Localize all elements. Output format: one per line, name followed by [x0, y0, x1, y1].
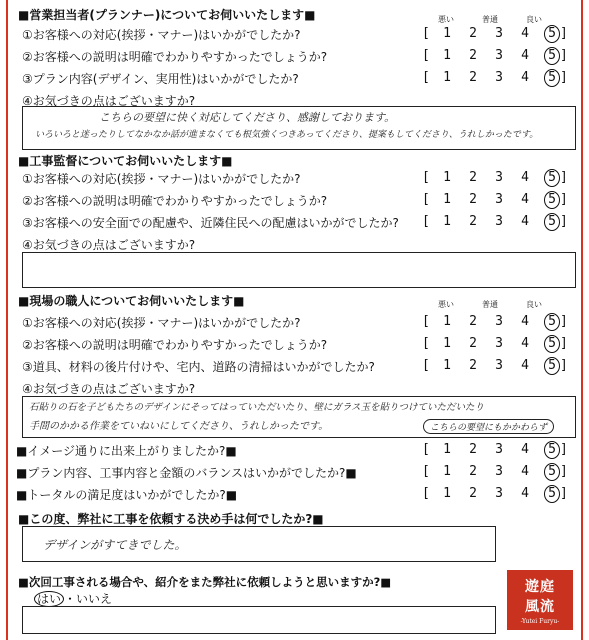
bracket-right: ] — [560, 314, 568, 329]
rating-overall-3[interactable] — [422, 486, 572, 504]
rating-option-5[interactable]: 5 — [544, 213, 560, 231]
rating-option-3[interactable]: 3 — [495, 214, 503, 229]
rating-option-1[interactable]: 1 — [443, 48, 451, 63]
question-sales-2: ②お客様への説明は明確でわかりやすかったでしょうか? — [22, 50, 328, 64]
rating-option-2[interactable]: 2 — [469, 48, 477, 63]
comments-label-supervisor: ④お気づきの点はございますか? — [22, 238, 196, 252]
rating-option-1[interactable]: 1 — [443, 70, 451, 85]
rating-option-3[interactable]: 3 — [495, 70, 503, 85]
rating-option-3[interactable]: 3 — [495, 192, 503, 207]
rating-option-4[interactable]: 4 — [521, 464, 529, 479]
question-craftsmen-1: ①お客様への対応(挨拶・マナー)はいかがでしたか? — [22, 316, 301, 330]
question-sales-3: ③プラン内容(デザイン、実用性)はいかがでしたか? — [22, 72, 299, 86]
rating-overall-2[interactable] — [422, 464, 572, 482]
rating-option-4[interactable]: 4 — [521, 26, 529, 41]
rating-option-4[interactable]: 4 — [521, 48, 529, 63]
rating-option-3[interactable]: 3 — [495, 464, 503, 479]
section-title-sales: ■営業担当者(プランナー)についてお伺いいたします■ — [18, 8, 316, 22]
bracket-right: ] — [560, 170, 568, 185]
bracket-right: ] — [560, 192, 568, 207]
rating-option-5[interactable]: 5 — [544, 313, 560, 331]
bracket-left: [ — [422, 336, 430, 351]
question-overall-3: ■トータルの満足度はいかがでしたか?■ — [16, 488, 238, 502]
rating-option-2[interactable]: 2 — [469, 358, 477, 373]
rating-option-2[interactable]: 2 — [469, 314, 477, 329]
comments-label-sales: ④お気づきの点はございますか? — [22, 94, 196, 108]
rating-option-3[interactable]: 3 — [495, 170, 503, 185]
question-supervisor-3: ③お客様への安全面での配慮や、近隣住民への配慮はいかがでしたか? — [22, 216, 399, 230]
bracket-right: ] — [560, 464, 568, 479]
rating-option-5[interactable]: 5 — [544, 69, 560, 87]
bracket-left: [ — [422, 70, 430, 85]
scale-bad: 悪い — [438, 300, 454, 309]
rating-option-5[interactable]: 5 — [544, 441, 560, 459]
scale-good: 良い — [526, 300, 542, 309]
company-seal — [507, 570, 573, 630]
rating-overall-1[interactable] — [422, 442, 572, 460]
referral-yes[interactable]: はい — [34, 591, 64, 607]
rating-option-3[interactable]: 3 — [495, 442, 503, 457]
question-overall-1: ■イメージ通りに出来上がりましたか?■ — [16, 444, 237, 458]
rating-option-5[interactable]: 5 — [544, 169, 560, 187]
rating-option-4[interactable]: 4 — [521, 314, 529, 329]
question-overall-2: ■プラン内容、工事内容と金額のバランスはいかがでしたか?■ — [16, 466, 357, 480]
question-supervisor-2: ②お客様への説明は明確でわかりやすかったでしょうか? — [22, 194, 328, 208]
bracket-right: ] — [560, 358, 568, 373]
comment-craftsmen-note: こちらの要望にもかかわらず — [423, 419, 554, 434]
rating-option-2[interactable]: 2 — [469, 26, 477, 41]
rating-option-4[interactable]: 4 — [521, 70, 529, 85]
rating-option-2[interactable]: 2 — [469, 192, 477, 207]
rating-option-1[interactable]: 1 — [443, 214, 451, 229]
rating-option-2[interactable]: 2 — [469, 464, 477, 479]
section-title-craftsmen: ■現場の職人についてお伺いいたします■ — [18, 294, 245, 308]
bracket-left: [ — [422, 26, 430, 41]
bracket-left: [ — [422, 170, 430, 185]
rating-option-5[interactable]: 5 — [544, 47, 560, 65]
question-craftsmen-2: ②お客様への説明は明確でわかりやすかったでしょうか? — [22, 338, 328, 352]
rating-option-4[interactable]: 4 — [521, 170, 529, 185]
bracket-left: [ — [422, 464, 430, 479]
rating-option-3[interactable]: 3 — [495, 26, 503, 41]
bracket-left: [ — [422, 192, 430, 207]
comment-box-craftsmen[interactable] — [22, 396, 576, 438]
rating-sales-1[interactable] — [422, 26, 572, 44]
comments-label-craftsmen: ④お気づきの点はございますか? — [22, 382, 196, 396]
rating-option-2[interactable]: 2 — [469, 442, 477, 457]
section-title-deciding: ■この度、弊社に工事を依頼する決め手は何でしたか?■ — [18, 512, 324, 526]
rating-option-1[interactable]: 1 — [443, 464, 451, 479]
comment-craftsmen-line2: 手間のかかる作業をていねいにしてくださり、うれしかったです。 — [29, 421, 329, 432]
scale-good: 良い — [526, 15, 542, 24]
rating-option-4[interactable]: 4 — [521, 442, 529, 457]
rating-sales-2[interactable] — [422, 48, 572, 66]
right-frame-line — [581, 0, 583, 640]
rating-option-3[interactable]: 3 — [495, 358, 503, 373]
bracket-right: ] — [560, 336, 568, 351]
rating-option-5[interactable]: 5 — [544, 485, 560, 503]
rating-option-4[interactable]: 4 — [521, 336, 529, 351]
rating-craftsmen-3[interactable] — [422, 358, 572, 376]
deciding-answer: デザインがすてきでした。 — [43, 538, 187, 552]
comment-sales-line1: こちらの要望に快く対応してくださり、感謝しております。 — [99, 111, 396, 124]
comment-sales-line2: いろいろと迷ったりしてなかなか話が進まなくても根気強くつきあってくださり、提案もしてくださり、うれしかったです。 — [35, 130, 539, 140]
rating-option-1[interactable]: 1 — [443, 170, 451, 185]
bracket-left: [ — [422, 214, 430, 229]
rating-option-3[interactable]: 3 — [495, 48, 503, 63]
rating-option-5[interactable]: 5 — [544, 335, 560, 353]
referral-separator: ・ — [64, 592, 77, 606]
rating-option-2[interactable]: 2 — [469, 336, 477, 351]
bracket-left: [ — [422, 358, 430, 373]
question-craftsmen-3: ③道具、材料の後片付けや、宅内、道路の清掃はいかがでしたか? — [22, 360, 375, 374]
question-supervisor-1: ①お客様への対応(挨拶・マナー)はいかがでしたか? — [22, 172, 301, 186]
rating-option-3[interactable]: 3 — [495, 336, 503, 351]
bracket-right: ] — [560, 442, 568, 457]
rating-craftsmen-2[interactable] — [422, 336, 572, 354]
rating-option-2[interactable]: 2 — [469, 214, 477, 229]
bracket-right: ] — [560, 48, 568, 63]
bracket-left: [ — [422, 442, 430, 457]
deciding-answer-box[interactable] — [22, 526, 496, 562]
rating-option-1[interactable]: 1 — [443, 192, 451, 207]
rating-option-1[interactable]: 1 — [443, 442, 451, 457]
rating-supervisor-3[interactable] — [422, 214, 572, 232]
comment-box-supervisor[interactable] — [22, 252, 576, 288]
rating-option-4[interactable]: 4 — [521, 358, 529, 373]
rating-option-2[interactable]: 2 — [469, 170, 477, 185]
question-sales-1: ①お客様への対応(挨拶・マナー)はいかがでしたか? — [22, 28, 301, 42]
bracket-left: [ — [422, 48, 430, 63]
rating-option-5[interactable]: 5 — [544, 25, 560, 43]
rating-supervisor-2[interactable] — [422, 192, 572, 210]
section-title-supervisor: ■工事監督についてお伺いいたします■ — [18, 154, 233, 168]
rating-option-5[interactable]: 5 — [544, 191, 560, 209]
rating-option-1[interactable]: 1 — [443, 336, 451, 351]
scale-normal: 普通 — [482, 15, 498, 24]
referral-options — [34, 590, 112, 607]
referral-box[interactable] — [22, 606, 496, 634]
bracket-left: [ — [422, 314, 430, 329]
scale-normal: 普通 — [482, 300, 498, 309]
bracket-right: ] — [560, 214, 568, 229]
bracket-right: ] — [560, 70, 568, 85]
left-frame-line — [6, 0, 8, 640]
rating-option-5[interactable]: 5 — [544, 463, 560, 481]
bracket-right: ] — [560, 26, 568, 41]
section-title-referral: ■次回工事される場合や、紹介をまた弊社に依頼しようと思いますか?■ — [18, 575, 392, 589]
rating-craftsmen-1[interactable] — [422, 314, 572, 332]
rating-option-4[interactable]: 4 — [521, 192, 529, 207]
seal-line2: 風流 — [525, 599, 555, 615]
rating-option-3[interactable]: 3 — [495, 314, 503, 329]
rating-option-1[interactable]: 1 — [443, 314, 451, 329]
scale-bad: 悪い — [438, 15, 454, 24]
rating-option-4[interactable]: 4 — [521, 486, 529, 501]
rating-option-1[interactable]: 1 — [443, 358, 451, 373]
rating-sales-3[interactable] — [422, 70, 572, 88]
rating-option-4[interactable]: 4 — [521, 214, 529, 229]
seal-line1: 遊庭 — [525, 579, 555, 595]
rating-option-1[interactable]: 1 — [443, 26, 451, 41]
bracket-left: [ — [422, 486, 430, 501]
comment-craftsmen-line1: 石貼りの石を子どもたちのデザインにそってはっていただいたり、壁にガラス玉を貼りつけていただいたり — [29, 402, 485, 413]
seal-line3: -Yutei Furyu- — [520, 618, 560, 625]
rating-option-3[interactable]: 3 — [495, 486, 503, 501]
referral-no[interactable]: いいえ — [76, 592, 113, 606]
rating-option-2[interactable]: 2 — [469, 486, 477, 501]
rating-option-2[interactable]: 2 — [469, 70, 477, 85]
bracket-right: ] — [560, 486, 568, 501]
rating-option-1[interactable]: 1 — [443, 486, 451, 501]
rating-option-5[interactable]: 5 — [544, 357, 560, 375]
rating-supervisor-1[interactable] — [422, 170, 572, 188]
comment-box-sales[interactable] — [22, 106, 576, 150]
